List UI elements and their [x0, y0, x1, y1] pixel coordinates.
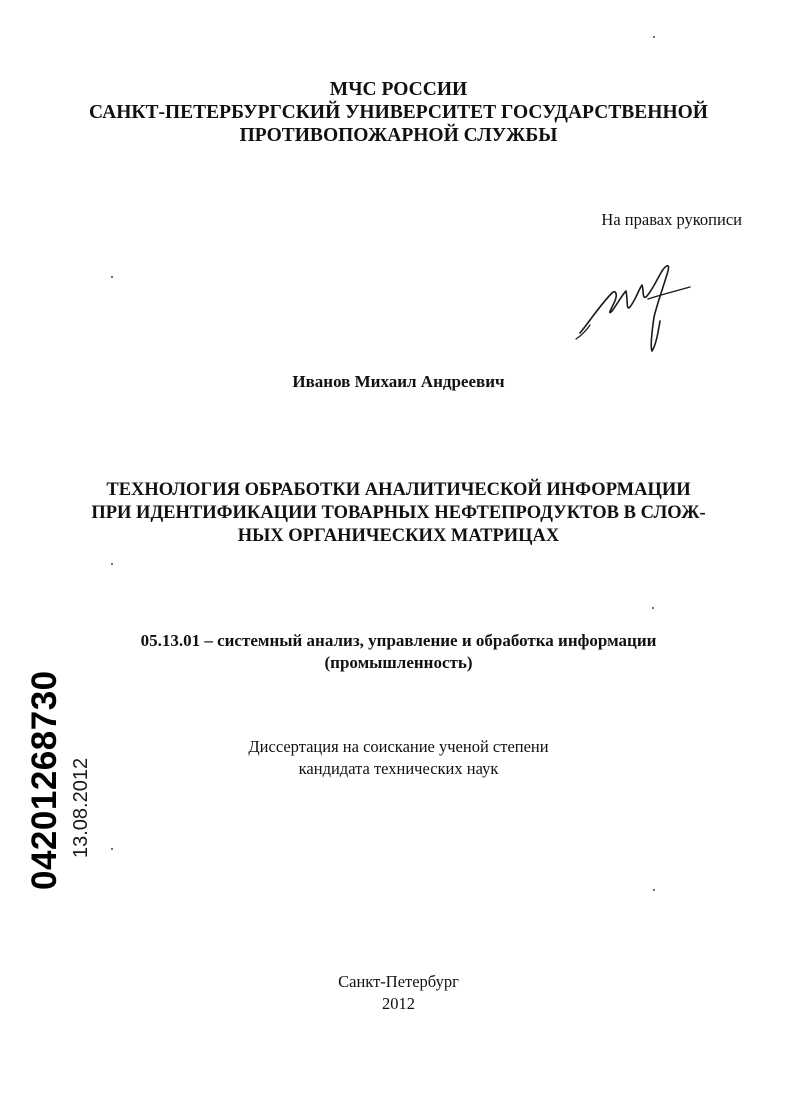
stamp-date: 13.08.2012: [70, 757, 92, 858]
specialty-line-2: (промышленность): [324, 653, 473, 672]
specialty: [0, 630, 797, 674]
scan-dot: [652, 607, 654, 609]
org-line-2: САНКТ-ПЕТЕРБУРГСКИЙ УНИВЕРСИТЕТ ГОСУДАРСТВЕННОЙ: [89, 102, 708, 123]
place-and-year: [0, 971, 797, 1015]
org-line-3: ПРОТИВОПОЖАРНОЙ СЛУЖБЫ: [239, 125, 558, 146]
scan-dot: [653, 889, 655, 891]
year: 2012: [382, 994, 415, 1013]
org-line-1: МЧС РОССИИ: [329, 79, 468, 100]
degree-statement: [0, 736, 797, 780]
dissertation-title: [0, 479, 797, 548]
library-stamp: [26, 660, 100, 890]
signature-icon: [572, 255, 702, 355]
city: Санкт-Петербург: [338, 972, 459, 991]
rights-note: На правах рукописи: [601, 210, 742, 229]
title-line-1: ТЕХНОЛОГИЯ ОБРАБОТКИ АНАЛИТИЧЕСКОЙ ИНФОРМАЦИИ: [106, 480, 691, 500]
author-name: Иванов Михаил Андреевич: [292, 372, 505, 391]
scan-dot: [653, 36, 655, 38]
scan-dot: [111, 276, 113, 278]
title-line-3: НЫХ ОРГАНИЧЕСКИХ МАТРИЦАХ: [237, 526, 560, 546]
stamp-id: 04201268730: [25, 670, 64, 890]
degree-line-2: кандидата технических наук: [298, 759, 499, 778]
specialty-line-1: 05.13.01 – системный анализ, управление и обработка информации: [140, 631, 657, 650]
scan-dot: [111, 848, 113, 850]
scan-dot: [111, 563, 113, 565]
organization-header: [0, 78, 797, 147]
title-line-2: ПРИ ИДЕНТИФИКАЦИИ ТОВАРНЫХ НЕФТЕПРОДУКТОВ В СЛОЖ-: [91, 503, 706, 523]
degree-line-1: Диссертация на соискание ученой степени: [248, 737, 549, 756]
